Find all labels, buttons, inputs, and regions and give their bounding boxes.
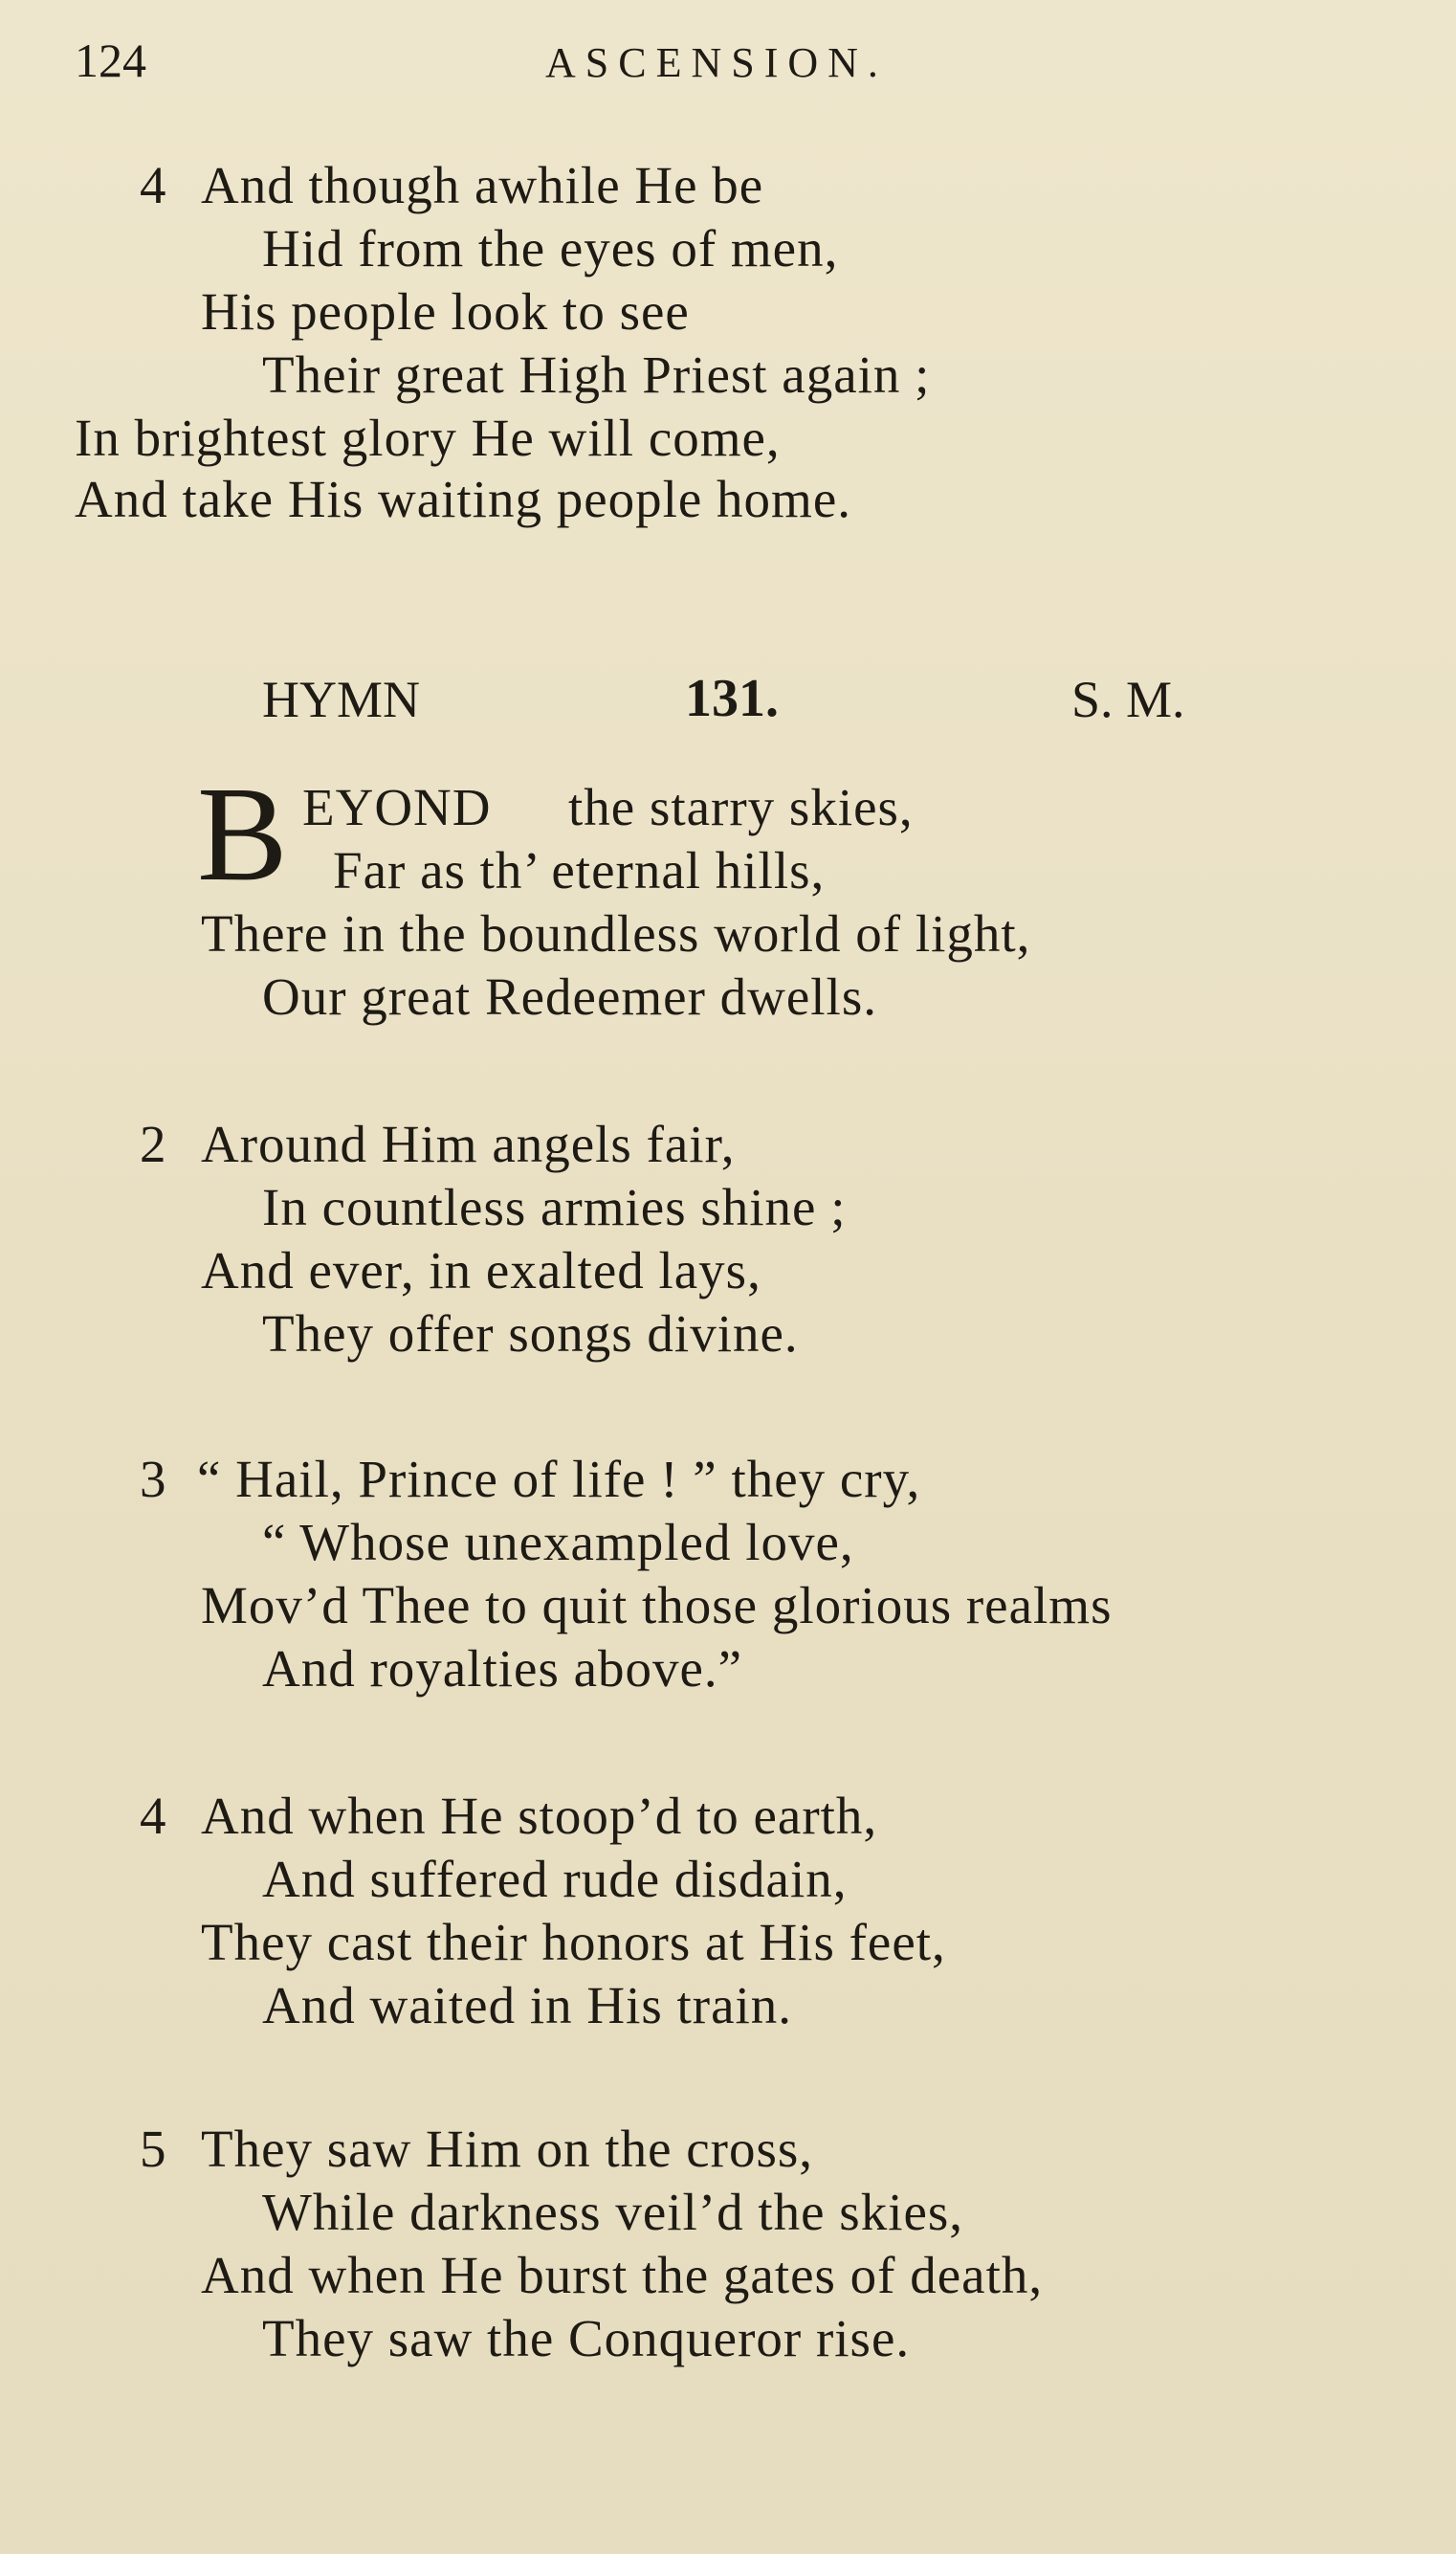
verse-line: “ Whose unexampled love, <box>262 1513 854 1571</box>
hymn-label: HYMN <box>262 671 421 728</box>
stanza-number: 3 <box>140 1450 167 1508</box>
first-word-rest: EYOND <box>302 778 492 836</box>
verse-line: They cast their honors at His feet, <box>201 1913 946 1971</box>
hymn-meter: S. M. <box>1071 671 1185 728</box>
verse-line: Our great Redeemer dwells. <box>262 967 877 1026</box>
verse-line: And when He stoop’d to earth, <box>201 1787 878 1845</box>
verse-line: And ever, in exalted lays, <box>201 1241 761 1299</box>
verse-line: Far as th’ eternal hills, <box>333 841 826 899</box>
verse-line: And suffered rude disdain, <box>262 1850 848 1908</box>
verse-line: They offer songs divine. <box>262 1304 799 1363</box>
hymn-number: 131. <box>685 669 779 728</box>
verse-line: His people look to see <box>201 282 690 341</box>
verse-line: And royalties above.” <box>262 1639 743 1698</box>
verse-line: And though awhile He be <box>201 156 764 214</box>
verse-line: Mov’d Thee to quit those glorious realms <box>201 1576 1113 1634</box>
verse-line: While darkness veil’d the skies, <box>262 2183 964 2241</box>
running-title: ASCENSION. <box>545 39 888 86</box>
verse-line: “ Hail, Prince of life ! ” they cry, <box>197 1450 921 1508</box>
verse-line: the starry skies, <box>568 778 914 836</box>
verse-line: And when He burst the gates of death, <box>201 2246 1044 2304</box>
verse-line: There in the boundless world of light, <box>201 904 1031 963</box>
drop-cap: B <box>197 758 288 909</box>
verse-line: And take His waiting people home. <box>75 470 851 528</box>
verse-line: And waited in His train. <box>262 1976 793 2034</box>
verse-line: They saw the Conqueror rise. <box>262 2309 911 2367</box>
verse-line: In countless armies shine ; <box>262 1178 847 1236</box>
stanza-number: 5 <box>140 2120 167 2178</box>
verse-line: They saw Him on the cross, <box>201 2120 814 2178</box>
verse-line: In brightest glory He will come, <box>75 409 781 467</box>
verse-line: Hid from the eyes of men, <box>262 219 839 278</box>
stanza-number: 4 <box>140 1787 167 1845</box>
verse-line: Around Him angels fair, <box>201 1115 736 1173</box>
stanza-number: 4 <box>140 156 167 214</box>
verse-line: Their great High Priest again ; <box>262 345 931 404</box>
stanza-number: 2 <box>140 1115 167 1173</box>
page-number: 124 <box>75 33 146 87</box>
